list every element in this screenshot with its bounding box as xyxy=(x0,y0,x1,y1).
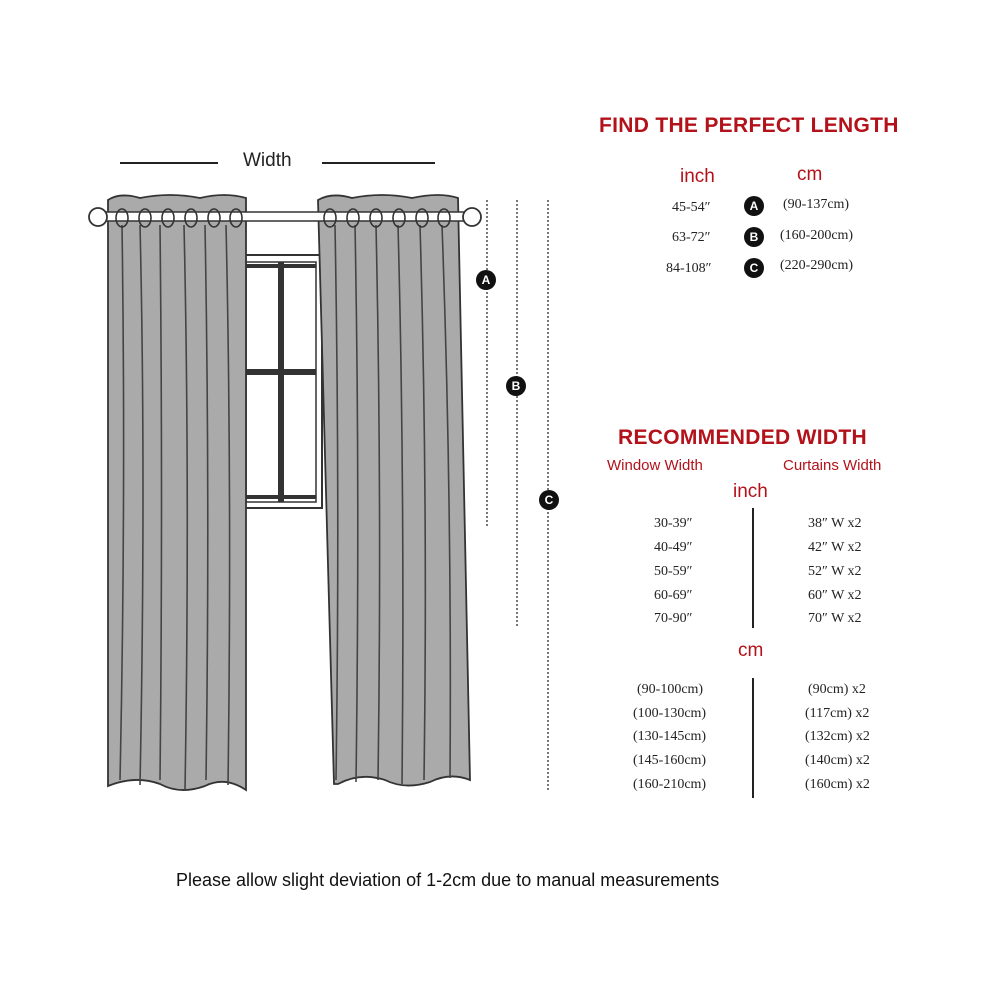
left-curtain-panel xyxy=(108,195,246,790)
length-line-b xyxy=(516,200,518,626)
length-cm-value: (160-200cm) xyxy=(780,228,854,243)
length-unit-cm: cm xyxy=(797,164,823,185)
curtain-width-value: (117cm) x2 xyxy=(805,706,870,721)
length-unit-inch: inch xyxy=(680,166,715,187)
window-width-value: (130-145cm) xyxy=(633,729,707,744)
width-line-left xyxy=(120,162,218,164)
col-window-width: Window Width xyxy=(607,457,703,474)
length-inch-value: 63-72″ xyxy=(672,230,711,245)
length-marker-c: C xyxy=(744,258,764,278)
curtain-width-value: (90cm) x2 xyxy=(808,682,866,697)
curtain-width-value: 70″ W x2 xyxy=(808,611,862,626)
curtain-width-value: (160cm) x2 xyxy=(805,777,870,792)
length-title: FIND THE PERFECT LENGTH xyxy=(599,114,899,137)
curtain-width-value: (132cm) x2 xyxy=(805,729,870,744)
length-marker-a: A xyxy=(744,196,764,216)
length-marker-b: B xyxy=(744,227,764,247)
curtain-width-value: 38″ W x2 xyxy=(808,516,862,531)
curtain-width-value: 42″ W x2 xyxy=(808,540,862,555)
window-width-value: (160-210cm) xyxy=(633,777,707,792)
inch-divider xyxy=(752,508,754,628)
window-width-value: (100-130cm) xyxy=(633,706,707,721)
width-unit-cm: cm xyxy=(738,640,764,661)
window-width-value: 70-90″ xyxy=(654,611,693,626)
window-width-value: 60-69″ xyxy=(654,588,693,603)
marker-b: B xyxy=(506,376,526,396)
curtain-illustration xyxy=(0,0,560,820)
right-curtain-panel xyxy=(318,195,470,786)
length-cm-value: (90-137cm) xyxy=(783,197,850,212)
width-line-right xyxy=(322,162,435,164)
length-line-a xyxy=(486,200,488,526)
length-inch-value: 45-54″ xyxy=(672,200,711,215)
curtain-width-value: 60″ W x2 xyxy=(808,588,862,603)
marker-a: A xyxy=(476,270,496,290)
marker-c: C xyxy=(539,490,559,510)
window-width-value: 30-39″ xyxy=(654,516,693,531)
width-unit-inch: inch xyxy=(733,481,768,502)
length-cm-value: (220-290cm) xyxy=(780,258,854,273)
cm-divider xyxy=(752,678,754,798)
window-width-value: (90-100cm) xyxy=(637,682,704,697)
window-frame xyxy=(240,255,322,508)
deviation-note: Please allow slight deviation of 1-2cm due to manual measurements xyxy=(176,870,720,890)
length-inch-value: 84-108″ xyxy=(666,261,712,276)
curtain-width-value: (140cm) x2 xyxy=(805,753,870,768)
curtain-width-value: 52″ W x2 xyxy=(808,564,862,579)
window-width-value: 50-59″ xyxy=(654,564,693,579)
width-label: Width xyxy=(243,150,292,171)
col-curtains-width: Curtains Width xyxy=(783,457,882,474)
window-width-value: 40-49″ xyxy=(654,540,693,555)
window-width-value: (145-160cm) xyxy=(633,753,707,768)
width-title: RECOMMENDED WIDTH xyxy=(618,426,867,449)
